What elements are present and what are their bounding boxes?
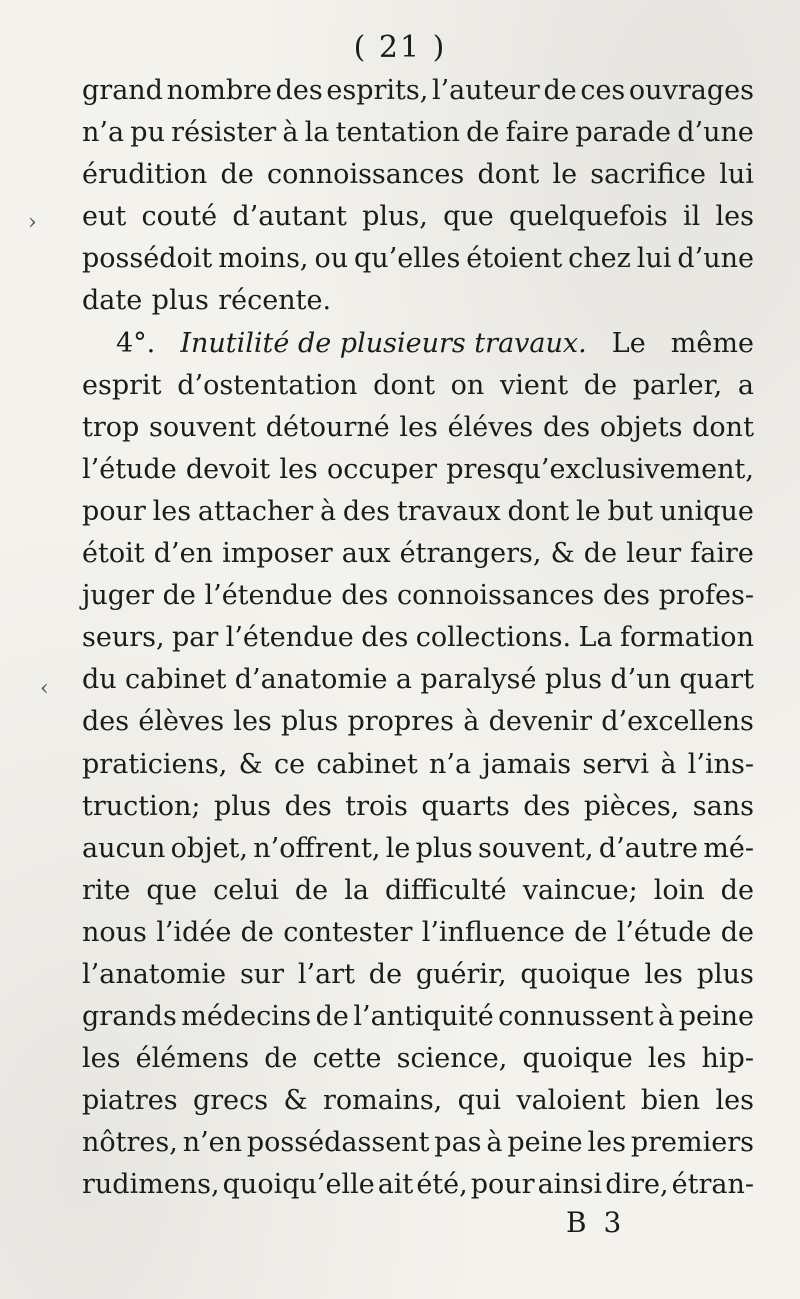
word: vaincue;	[522, 874, 638, 906]
body-text	[82, 70, 754, 1207]
word: ce	[273, 748, 306, 780]
word: à	[320, 495, 337, 527]
word: l’idée	[156, 916, 232, 948]
word: trop	[82, 411, 140, 443]
text-line	[82, 744, 754, 786]
text-line	[82, 491, 754, 533]
word: a	[737, 369, 754, 401]
word: Inutilité de plusieurs travaux.	[180, 327, 587, 359]
word: les	[399, 411, 438, 443]
word: n’en	[182, 1127, 243, 1159]
word: grand	[82, 75, 163, 106]
word: science,	[396, 1043, 508, 1075]
word: Le	[611, 327, 646, 359]
word: imposer	[222, 538, 333, 570]
word: n’offrent,	[253, 832, 381, 864]
word: l’influence	[421, 916, 565, 948]
word: lui	[636, 243, 672, 275]
word: quart	[679, 664, 754, 696]
word: de	[574, 916, 608, 948]
word: étran-	[671, 1169, 754, 1201]
word: faire	[690, 538, 754, 570]
word: nombre	[166, 75, 273, 106]
word: plus	[281, 706, 339, 738]
word: des	[82, 706, 130, 738]
word: cabinet	[316, 748, 418, 780]
word: connussent	[498, 1001, 654, 1033]
word: possédoit	[82, 243, 213, 275]
word: premiers	[630, 1127, 754, 1159]
word: leur	[626, 538, 682, 570]
word: par	[172, 622, 219, 654]
word: l’étude	[616, 916, 712, 948]
word: but	[607, 495, 653, 527]
word: ainsi	[537, 1169, 603, 1201]
word: date	[82, 285, 143, 317]
word: de	[264, 1043, 298, 1075]
page-number: ( 21 )	[353, 30, 447, 65]
word: esprit	[82, 369, 162, 401]
word: quarts	[421, 790, 510, 822]
word: nôtres,	[82, 1127, 178, 1159]
word: été,	[416, 1169, 468, 1201]
word: les	[82, 1043, 121, 1075]
word: presqu’exclusivement,	[446, 453, 754, 485]
word: détourné	[265, 411, 390, 443]
word: attacher	[197, 495, 314, 527]
text-line	[82, 575, 754, 617]
word: médecins	[181, 1001, 312, 1033]
word: étoit	[82, 538, 145, 570]
text-line	[82, 912, 754, 954]
word: unique	[659, 495, 754, 527]
word: hip-	[701, 1043, 754, 1075]
word: possédassent	[246, 1127, 430, 1159]
word: rite	[82, 874, 131, 906]
word: d’en	[153, 538, 213, 570]
word: qu’elles	[354, 243, 461, 275]
word: de	[583, 369, 618, 401]
word: de	[220, 159, 254, 191]
word: parler,	[632, 369, 723, 401]
word: pas	[434, 1127, 482, 1159]
word: plus	[696, 958, 754, 990]
word: moins,	[218, 243, 309, 275]
text-line	[82, 954, 754, 996]
text-line	[82, 1080, 754, 1122]
word: devenir	[488, 706, 592, 738]
text-line	[82, 786, 754, 828]
word: les	[644, 958, 683, 990]
word: &	[238, 748, 263, 780]
word: le	[385, 832, 411, 864]
word: devoit	[185, 453, 271, 485]
word: pu	[130, 117, 165, 149]
word: difficulté	[384, 874, 507, 906]
text-line	[82, 533, 754, 575]
word: l’étude	[82, 453, 177, 485]
word: l’art	[297, 958, 355, 990]
word: le	[576, 495, 601, 527]
word: plus	[214, 790, 272, 822]
word: à	[282, 117, 299, 149]
word: d’autant	[232, 201, 347, 233]
word: souvent,	[478, 832, 594, 864]
word: occuper	[326, 453, 438, 485]
word: chez	[568, 243, 631, 275]
word: collections.	[415, 622, 572, 654]
word: eut	[82, 201, 127, 233]
text-line	[82, 449, 754, 491]
text-line	[82, 407, 754, 449]
word: de	[720, 874, 754, 906]
word: la	[304, 117, 330, 149]
word: des	[341, 580, 389, 612]
word: dire,	[605, 1169, 669, 1201]
word: les	[715, 1085, 754, 1117]
word: les	[587, 1127, 626, 1159]
text-line	[82, 659, 754, 701]
signature-mark: B 3	[566, 1206, 626, 1239]
text-line	[82, 323, 754, 365]
word: ces	[580, 75, 626, 106]
word: trois	[345, 790, 408, 822]
word: récente.	[218, 285, 332, 317]
text-line	[82, 617, 754, 659]
word: esprits,	[326, 75, 429, 106]
word: connoissances	[396, 580, 595, 612]
word: plus	[415, 832, 473, 864]
text-line	[82, 365, 754, 407]
text-line	[82, 1038, 754, 1080]
word: l’anatomie	[82, 958, 227, 990]
word: &	[550, 538, 575, 570]
word: des	[602, 580, 650, 612]
word: l’auteur	[431, 75, 540, 106]
word: a	[395, 664, 413, 696]
word: d’excellens	[601, 706, 754, 738]
word: d’une	[677, 243, 754, 275]
word: dont	[692, 411, 754, 443]
word: des	[284, 790, 332, 822]
word: dont	[373, 369, 435, 401]
word: 4°.	[116, 327, 156, 359]
word: loin	[653, 874, 705, 906]
word: que	[443, 201, 494, 233]
word: n’a	[82, 117, 125, 149]
word: à	[658, 1001, 675, 1033]
word: rudimens,	[82, 1169, 220, 1201]
word: des	[523, 790, 571, 822]
word: sur	[239, 958, 285, 990]
word: grecs	[192, 1085, 269, 1117]
word: les	[233, 706, 272, 738]
margin-mark: ‹	[40, 676, 49, 701]
word: de	[720, 916, 754, 948]
text-line	[82, 280, 754, 322]
word: des	[275, 75, 323, 106]
word: sans	[692, 790, 754, 822]
word: parade	[575, 117, 672, 149]
word: aucun	[82, 832, 166, 864]
word: vient	[499, 369, 569, 401]
word: bien	[640, 1085, 701, 1117]
word: La	[578, 622, 613, 654]
word: servi	[582, 748, 650, 780]
word: guérir,	[415, 958, 507, 990]
word: peine	[507, 1127, 583, 1159]
text-line	[82, 238, 754, 280]
text-line	[82, 112, 754, 154]
word: il	[682, 201, 701, 233]
word: plus,	[362, 201, 428, 233]
word: profes-	[658, 580, 754, 612]
word: de	[162, 580, 196, 612]
text-line	[82, 828, 754, 870]
word: d’anatomie	[234, 664, 388, 696]
word: plus	[151, 285, 209, 317]
word: des	[543, 411, 591, 443]
word: praticiens,	[82, 748, 228, 780]
word: ait	[377, 1169, 414, 1201]
word: travaux	[396, 495, 501, 527]
text-line	[82, 870, 754, 912]
word: ou	[314, 243, 349, 275]
word: cette	[312, 1043, 382, 1075]
word: grands	[82, 1001, 177, 1033]
word: connoissances	[267, 159, 465, 191]
text-line	[82, 154, 754, 196]
word: on	[450, 369, 485, 401]
word: sacrifice	[590, 159, 707, 191]
word: du	[82, 664, 117, 696]
word: élémens	[135, 1043, 250, 1075]
word: l’ins-	[687, 748, 754, 780]
word: d’un	[610, 664, 672, 696]
text-line	[82, 996, 754, 1038]
word: quoique	[520, 958, 631, 990]
text-line	[82, 701, 754, 743]
word: qui	[457, 1085, 501, 1117]
word: objet,	[170, 832, 248, 864]
word: quoiqu’elle	[222, 1169, 375, 1201]
word: les	[152, 495, 192, 527]
text-line	[82, 70, 754, 112]
word: jamais	[482, 748, 572, 780]
word: pour	[470, 1169, 535, 1201]
word: pour	[82, 495, 146, 527]
word: cabinet	[125, 664, 227, 696]
word: que	[146, 874, 198, 906]
word: élèves	[138, 706, 225, 738]
word: n’a	[429, 748, 472, 780]
word: d’ostentation	[177, 369, 358, 401]
word: quoique	[522, 1043, 633, 1075]
word: valoient	[516, 1085, 626, 1117]
text-line	[82, 196, 754, 238]
text-line	[82, 1122, 754, 1164]
word: d’autre	[598, 832, 698, 864]
word: étrangers,	[399, 538, 542, 570]
word: à	[660, 748, 677, 780]
word: dont	[507, 495, 570, 527]
word: contester	[283, 916, 413, 948]
word: le	[552, 159, 578, 191]
word: celui	[213, 874, 279, 906]
margin-mark: ›	[28, 210, 37, 235]
word: des	[342, 495, 391, 527]
word: les	[279, 453, 318, 485]
word: de	[543, 75, 577, 106]
word: à	[463, 706, 480, 738]
word: juger	[82, 580, 154, 612]
word: objets	[599, 411, 683, 443]
word: truction;	[82, 790, 201, 822]
word: romains,	[322, 1085, 443, 1117]
word: l’étendue	[204, 580, 333, 612]
word: plus	[544, 664, 603, 696]
word: lui	[719, 159, 754, 191]
word: ouvrages	[628, 75, 754, 106]
word: paralysé	[420, 664, 537, 696]
word: formation	[619, 622, 754, 654]
word: l’étendue	[225, 622, 354, 654]
word: tentation	[335, 117, 460, 149]
word: de	[368, 958, 403, 990]
word: la	[344, 874, 369, 906]
word: éléves	[447, 411, 534, 443]
word: érudition	[82, 159, 208, 191]
word: dont	[477, 159, 540, 191]
text-line	[82, 1164, 754, 1206]
word: des	[361, 622, 409, 654]
word: propres	[347, 706, 454, 738]
word: étoient	[466, 243, 563, 275]
word: l’antiquité	[353, 1001, 494, 1033]
word: faire	[505, 117, 570, 149]
word: de	[294, 874, 329, 906]
word: de	[240, 916, 274, 948]
word: mé-	[703, 832, 754, 864]
word: de	[466, 117, 500, 149]
word: piatres	[82, 1085, 178, 1117]
word: pièces,	[583, 790, 680, 822]
word: couté	[141, 201, 218, 233]
word: quelquefois	[509, 201, 668, 233]
word: les	[715, 201, 754, 233]
word: peine	[678, 1001, 754, 1033]
word: &	[283, 1085, 308, 1117]
word: résister	[171, 117, 277, 149]
word: souvent	[149, 411, 256, 443]
word: aux	[341, 538, 391, 570]
word: à	[486, 1127, 503, 1159]
word: de	[315, 1001, 349, 1033]
word: nous	[82, 916, 147, 948]
word: d’une	[677, 117, 754, 149]
word: même	[670, 327, 754, 359]
word: de	[583, 538, 618, 570]
word: les	[647, 1043, 687, 1075]
word: seurs,	[82, 622, 165, 654]
